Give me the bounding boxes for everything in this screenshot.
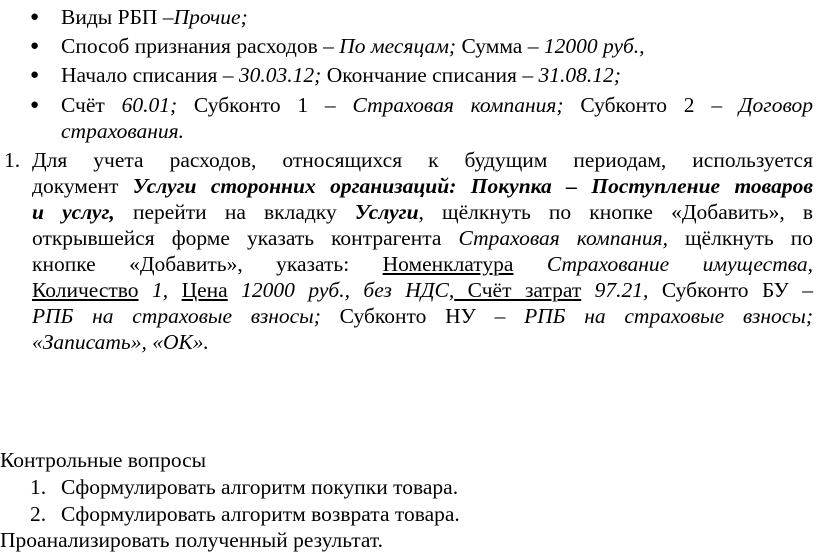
text: Субконто НУ – bbox=[339, 304, 506, 328]
step1-line2 bbox=[32, 173, 813, 199]
question-number: 1. bbox=[30, 475, 47, 499]
text-italic: страхования. bbox=[61, 119, 185, 143]
step1-line6 bbox=[32, 277, 813, 303]
text: Счёт bbox=[61, 93, 105, 117]
step1-line4 bbox=[32, 225, 813, 251]
text-italic: 97.21, bbox=[594, 278, 649, 302]
text: открывшейся форме указать контрагента bbox=[32, 226, 442, 250]
text-italic: 31.08.12; bbox=[538, 63, 621, 87]
step1-line8 bbox=[32, 329, 209, 355]
field-name: Счёт затрат bbox=[454, 278, 582, 302]
bullet-marker: ● bbox=[30, 67, 40, 83]
text-italic: РПБ на страховые взносы; bbox=[32, 304, 321, 328]
tab-name: Услуги bbox=[354, 200, 419, 224]
text: Окончание списания – bbox=[326, 63, 534, 87]
bullet-expense-method bbox=[61, 33, 645, 59]
text-italic: Страховая компания; bbox=[352, 93, 564, 117]
text: , щёлкнуть по кнопке «Добавить», в bbox=[418, 200, 814, 224]
step1-line5 bbox=[32, 251, 813, 277]
bullet-writeoff-dates bbox=[61, 62, 621, 88]
step-number: 1. bbox=[4, 148, 21, 172]
text-italic: 1, bbox=[152, 278, 169, 302]
bullet-marker: ● bbox=[30, 9, 40, 25]
text-italic: Страховая компания, bbox=[458, 226, 668, 250]
text: Субконто 2 – bbox=[580, 93, 723, 117]
text-italic: Прочие; bbox=[173, 5, 248, 29]
bullet-marker: ● bbox=[30, 97, 40, 113]
text: Сумма – bbox=[461, 34, 539, 58]
text-italic: 30.03.12; bbox=[238, 63, 322, 87]
text: перейти на вкладку bbox=[132, 200, 337, 224]
text: кнопке «Добавить», указать: bbox=[32, 252, 350, 276]
final-instruction: Проанализировать полученный результат. bbox=[0, 528, 384, 552]
bullet-rbp-types bbox=[61, 4, 248, 30]
text: Субконто 1 – bbox=[193, 93, 336, 117]
document-name: Услуги сторонних организаций: Покупка – Поступление товаров bbox=[132, 174, 813, 198]
text-italic: Договор bbox=[738, 93, 813, 117]
step1-line1 bbox=[32, 147, 813, 173]
text-italic: Страхование имущества, bbox=[546, 252, 814, 276]
text-italic: По месяцам; bbox=[339, 34, 457, 58]
question-number: 2. bbox=[30, 502, 47, 526]
text-italic: «Записать», «ОК». bbox=[32, 330, 209, 354]
section-heading: Контрольные вопросы bbox=[0, 448, 207, 472]
step1-line7 bbox=[32, 303, 813, 329]
field-name: Номенклатура bbox=[382, 252, 514, 276]
text: щёлкнуть по bbox=[685, 226, 813, 250]
question-2: Сформулировать алгоритм возврата товара. bbox=[61, 502, 460, 526]
text-bold-italic: и услуг, bbox=[32, 200, 115, 224]
text: Субконто БУ – bbox=[661, 278, 814, 302]
text: Для учета расходов, относящихся к будущим периодам, используется bbox=[32, 148, 813, 172]
text: Начало списания – bbox=[61, 63, 234, 87]
field-name: Количество bbox=[32, 278, 139, 302]
bullet-account bbox=[61, 92, 813, 118]
question-1: Сформулировать алгоритм покупки товара. bbox=[61, 475, 459, 499]
text-italic: РПБ на страховые взносы; bbox=[524, 304, 814, 328]
text-italic: 12000 руб., bbox=[543, 34, 645, 58]
text: Способ признания расходов – bbox=[61, 34, 334, 58]
bullet-marker: ● bbox=[30, 38, 40, 54]
text-italic: 60.01; bbox=[121, 93, 178, 117]
text: Виды РБП – bbox=[61, 5, 174, 29]
text: документ bbox=[32, 174, 119, 198]
bullet-account-cont bbox=[61, 118, 184, 144]
step1-line3 bbox=[32, 199, 813, 225]
text-italic: 12000 руб., без НДС, bbox=[241, 278, 455, 302]
field-name: Цена bbox=[181, 278, 228, 302]
